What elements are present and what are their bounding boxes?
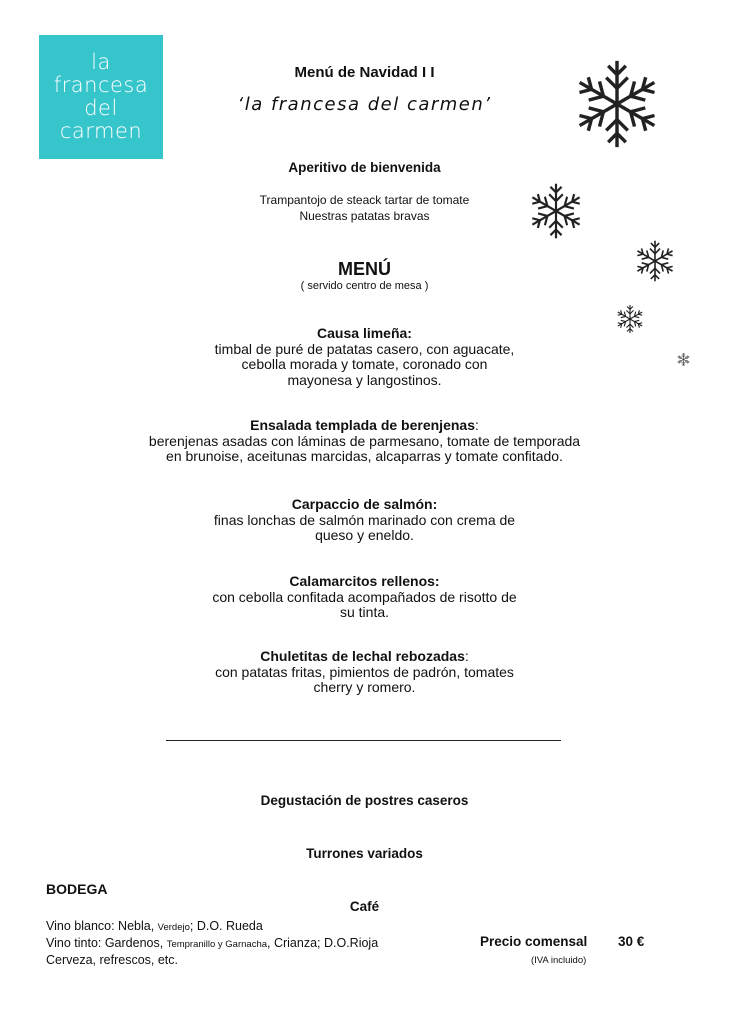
aperitivo-item: Trampantojo de steack tartar de tomate xyxy=(259,193,470,207)
dish-line: con cebolla confitada acompañados de risotto de xyxy=(212,588,517,605)
wine-do: , Crianza; D.O.Rioja xyxy=(267,936,379,950)
dish-name: Ensalada templada de berenjenas xyxy=(250,417,475,433)
dish-name-suffix: : xyxy=(474,417,479,433)
aperitivo-heading: Aperitivo de bienvenida xyxy=(288,160,441,175)
price-value: 30 € xyxy=(618,934,645,949)
dish xyxy=(0,418,729,465)
menu-heading: MENÚ xyxy=(338,259,391,279)
dish xyxy=(0,326,729,388)
dish-name: Carpaccio de salmón: xyxy=(291,496,438,512)
logo-line: carmen xyxy=(59,119,143,143)
menu-note: ( servido centro de mesa ) xyxy=(300,280,429,292)
price-label: Precio comensal xyxy=(480,934,588,949)
wine-label: Vino tinto: Gardenos, xyxy=(46,936,167,950)
wine-grape: Tempranillo y Garnacha xyxy=(166,939,268,950)
dish-line: cherry y romero. xyxy=(313,679,416,695)
dish xyxy=(0,497,729,544)
dish-name: Causa limeña: xyxy=(317,325,412,341)
wine-blanco xyxy=(46,918,263,936)
bodega-heading: BODEGA xyxy=(46,881,108,897)
divider xyxy=(166,740,561,741)
dish-line: su tinta. xyxy=(339,604,390,620)
turrones-heading: Turrones variados xyxy=(306,846,423,861)
wine-do: ; D.O. Rueda xyxy=(189,919,263,933)
cafe-heading: Café xyxy=(349,899,380,914)
dish-name-suffix: : xyxy=(464,648,469,664)
dish-line: berenjenas asadas con láminas de parmesano, tomate de temporada xyxy=(148,432,581,449)
price-note: (IVA incluido) xyxy=(531,955,587,966)
wine-grape: Verdejo xyxy=(157,922,190,933)
postres-heading: Degustación de postres caseros xyxy=(260,793,469,808)
logo-line: la xyxy=(91,50,111,74)
wine-tinto xyxy=(46,935,378,953)
dish-name: Chuletitas de lechal rebozadas xyxy=(260,648,465,664)
dish-line: timbal de puré de patatas casero, con aguacate, xyxy=(214,340,515,357)
dish-line: queso y eneldo. xyxy=(315,527,414,543)
dish-line: cebolla morada y tomate, coronado con xyxy=(241,356,488,372)
page-title: Menú de Navidad I I xyxy=(294,64,435,81)
dish xyxy=(0,574,729,621)
page-subtitle: ‘la francesa del carmen’ xyxy=(237,94,492,115)
logo-line: francesa xyxy=(53,73,149,97)
wine-label: Vino blanco: Nebla, xyxy=(46,919,158,933)
dish xyxy=(0,649,729,696)
dish-line: mayonesa y langostinos. xyxy=(287,371,442,388)
dish-name: Calamarcitos rellenos: xyxy=(289,573,440,589)
logo-line: del xyxy=(84,96,118,120)
wine-otros: Cerveza, refrescos, etc. xyxy=(46,953,178,967)
dish-line: en brunoise, aceitunas marcidas, alcaparras y tomate confitado. xyxy=(166,448,563,464)
dish-line: finas lonchas de salmón marinado con crema de xyxy=(213,511,516,528)
aperitivo-item: Nuestras patatas bravas xyxy=(299,209,430,223)
dish-line: con patatas fritas, pimientos de padrón, tomates xyxy=(215,663,514,680)
